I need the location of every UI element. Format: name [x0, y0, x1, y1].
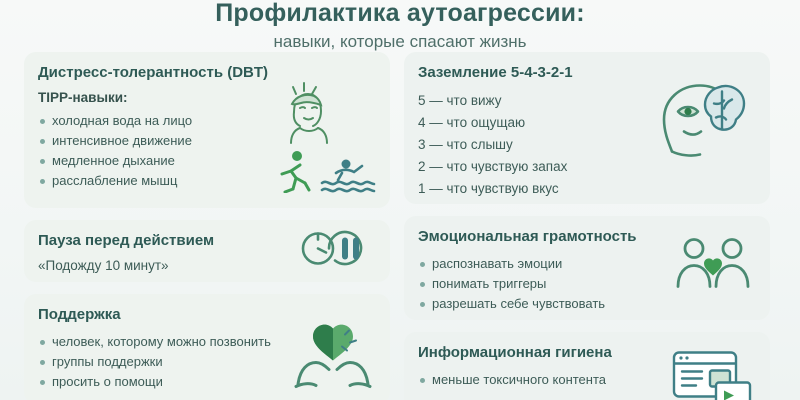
list-item: просить о помощи: [38, 372, 376, 392]
list-item: группы поддержки: [38, 352, 376, 372]
card-title: Эмоциональная грамотность: [418, 228, 637, 245]
list-item: разрешать себе чувствовать: [418, 294, 756, 314]
card-information-hygiene: [404, 332, 770, 400]
list-item: холодная вода на лицо: [38, 111, 376, 131]
emotional-list: [418, 254, 756, 314]
page-title: Профилактика аутоагрессии:: [215, 0, 585, 27]
card-title: Заземление 5-4-3-2-1: [418, 64, 573, 81]
card-title: Информационная гигиена: [418, 344, 612, 361]
left-column: [24, 52, 390, 400]
list-item: 2 — что чувствую запах: [418, 159, 568, 174]
grounding-steps-list: [418, 90, 756, 200]
card-distress-tolerance: [24, 52, 390, 208]
list-item: распознавать эмоции: [418, 254, 756, 274]
list-item: 1 — что чувствую вкус: [418, 181, 559, 196]
list-item: 5 — что вижу: [418, 93, 502, 108]
card-quote: «Подожду 10 минут»: [38, 258, 169, 273]
list-item: расслабление мышц: [38, 171, 376, 191]
card-lead: TIPP-навыки:: [38, 90, 128, 105]
list-item: человек, которому можно позвонить: [38, 332, 376, 352]
card-support: [24, 294, 390, 400]
card-pause-before-action: [24, 220, 390, 282]
list-item: интенсивное движение: [38, 131, 376, 151]
list-item: медленное дыхание: [38, 151, 376, 171]
card-title: Поддержка: [38, 306, 121, 323]
list-item: 3 — что слышу: [418, 137, 513, 152]
page-subtitle: навыки, которые спасают жизнь: [273, 32, 527, 51]
tipp-skills-list: [38, 111, 376, 191]
content-columns: [0, 52, 800, 400]
list-item: понимать триггеры: [418, 274, 756, 294]
list-item: 4 — что ощущаю: [418, 115, 526, 130]
header: [0, 0, 800, 52]
hygiene-list: [418, 370, 756, 390]
card-title: Пауза перед действием: [38, 232, 215, 249]
right-column: [404, 52, 770, 400]
card-title: Дистресс-толерантность (DBT): [38, 64, 269, 81]
list-item: меньше токсичного контента: [418, 370, 756, 390]
card-grounding: [404, 52, 770, 204]
support-list: [38, 332, 376, 392]
card-emotional-literacy: [404, 216, 770, 320]
